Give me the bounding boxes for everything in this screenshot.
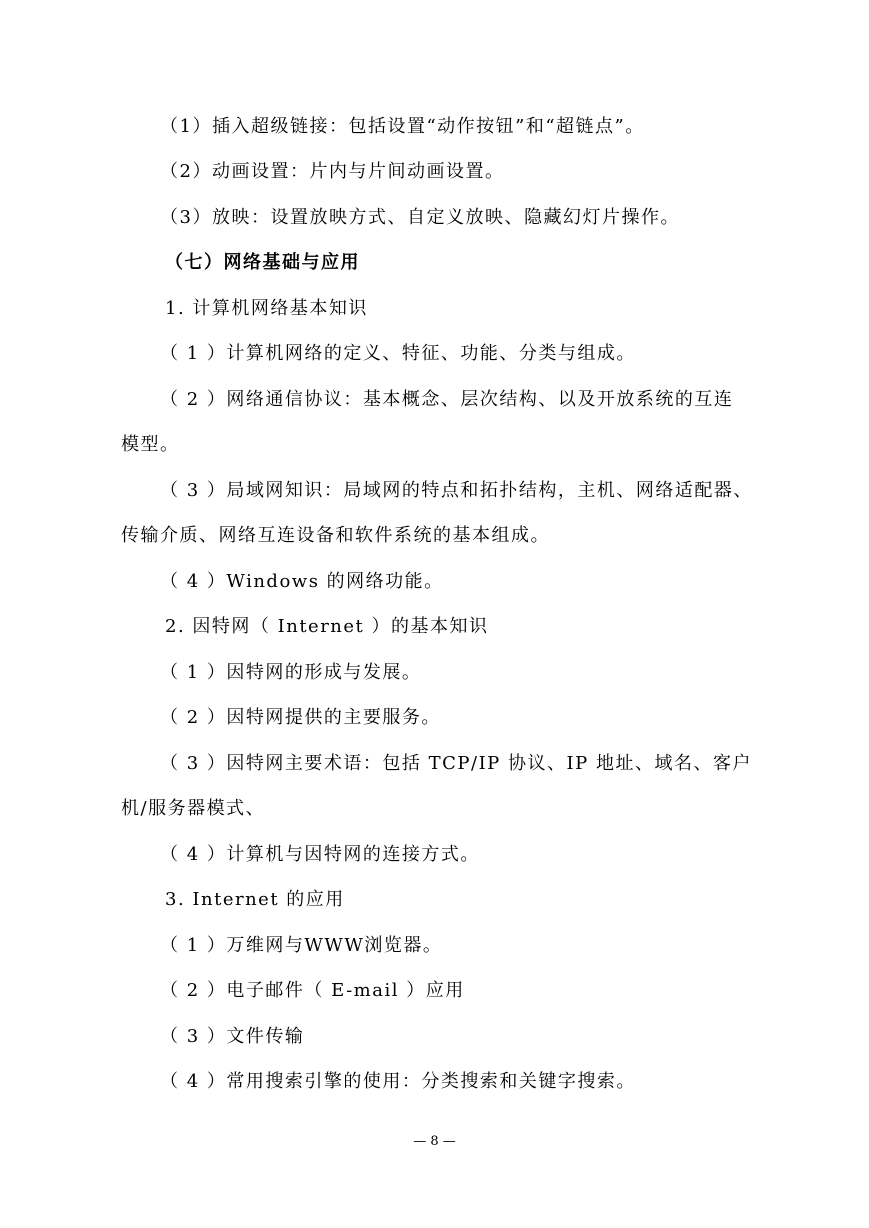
subsection-heading-internet-basics: 2. 因特网（ Internet ）的基本知识 bbox=[165, 616, 489, 637]
item-protocols-continued: 模型。 bbox=[121, 434, 180, 455]
item-internet-terms-continued: 机/服务器模式、 bbox=[121, 798, 266, 819]
item-email: （ 2 ）电子邮件（ E-mail ）应用 bbox=[160, 980, 465, 1001]
page-number: — 8 — bbox=[413, 1134, 456, 1149]
item-internet-services: （ 2 ）因特网提供的主要服务。 bbox=[160, 707, 441, 728]
section-heading-network: （七）网络基础与应用 bbox=[165, 252, 360, 273]
item-connection-methods: （ 4 ）计算机与因特网的连接方式。 bbox=[160, 844, 480, 865]
item-internet-terms: （ 3 ）因特网主要术语：包括 TCP/IP 协议、IP 地址、域名、客户 bbox=[160, 753, 752, 774]
item-www-browser: （ 1 ）万维网与WWW浏览器。 bbox=[160, 935, 443, 956]
item-lan-knowledge-continued: 传输介质、网络互连设备和软件系统的基本组成。 bbox=[121, 525, 550, 546]
item-search-engines: （ 4 ）常用搜索引擎的使用：分类搜索和关键字搜索。 bbox=[160, 1071, 636, 1092]
item-internet-history: （ 1 ）因特网的形成与发展。 bbox=[160, 662, 422, 683]
item-slideshow: （3）放映：设置放映方式、自定义放映、隐藏幻灯片操作。 bbox=[160, 207, 680, 228]
item-file-transfer: （ 3 ）文件传输 bbox=[160, 1026, 305, 1047]
item-insert-hyperlink: （1）插入超级链接：包括设置“动作按钮”和“超链点”。 bbox=[160, 116, 645, 137]
item-protocols: （ 2 ）网络通信协议：基本概念、层次结构、以及开放系统的互连 bbox=[160, 389, 734, 410]
subsection-heading-internet-apps: 3. Internet 的应用 bbox=[165, 889, 345, 910]
item-lan-knowledge: （ 3 ）局域网知识：局域网的特点和拓扑结构，主机、网络适配器、 bbox=[160, 480, 753, 501]
subsection-heading-network-basics: 1. 计算机网络基本知识 bbox=[165, 298, 368, 319]
item-animation-settings: （2）动画设置：片内与片间动画设置。 bbox=[160, 161, 505, 182]
item-network-definition: （ 1 ）计算机网络的定义、特征、功能、分类与组成。 bbox=[160, 343, 636, 364]
item-windows-network: （ 4 ）Windows 的网络功能。 bbox=[160, 571, 444, 592]
